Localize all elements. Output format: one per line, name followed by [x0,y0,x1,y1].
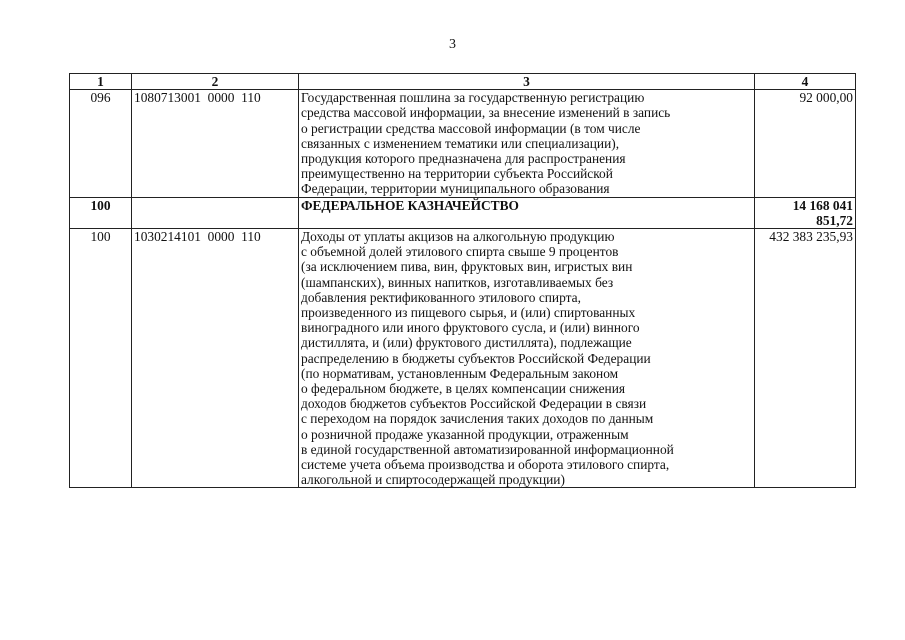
header-col-2: 2 [132,74,299,90]
description-line: с переходом на порядок зачисления таких доходов по данным [301,411,654,427]
income-code-cell: 1030214101 0000 110 [132,229,299,488]
description-line: распределению в бюджеты субъектов Российской Федерации [301,350,651,366]
description-cell [299,197,755,228]
table-header-row [70,74,856,90]
description-cell [299,90,755,197]
header-col-4: 4 [755,74,856,90]
description-line: алкогольной и спиртосодержащей продукции) [301,472,565,488]
amount-cell: 432 383 235,93 [755,229,856,488]
table-row [70,229,856,488]
description-cell [299,229,755,488]
description-line: Федерации, территории муниципального образования [301,181,610,197]
description-line: системе учета объема производства и оборота этилового спирта, [301,457,670,473]
description-line: с объемной долей этилового спирта свыше 9 процентов [301,244,619,260]
description-line: ФЕДЕРАЛЬНОЕ КАЗНАЧЕЙСТВО [301,197,519,213]
description-line: доходов бюджетов субъектов Российской Федерации в связи [301,396,647,412]
description-line: преимущественно на территории субъекта Российской [301,166,613,182]
income-code-cell: 1080713001 0000 110 [132,90,299,197]
description-line: (шампанских), винных напитков, изготавливаемых без [301,274,614,290]
description-line: о регистрации средства массовой информации (в том числе [301,120,641,136]
description-line: виноградного или иного фруктового сусла, и (или) винного [301,320,640,336]
description-line: добавления ректификованного этилового спирта, [301,289,581,305]
description-line: продукция которого предназначена для распространения [301,151,626,167]
table-row-department [70,197,856,228]
description-line: (за исключением пива, вин, фруктовых вин, игристых вин [301,259,633,275]
budget-table [69,73,856,488]
amount-cell: 92 000,00 [755,90,856,197]
description-line: в единой государственной автоматизированной информационной [301,441,674,457]
admin-code-cell: 096 [70,90,132,197]
description-line: о розничной продаже указанной продукции, отраженным [301,426,629,442]
description-line: произведенного из пищевого сырья, и (или) спиртованных [301,305,636,321]
income-code-cell [132,197,299,228]
table-row [70,90,856,197]
description-line: (по нормативам, установленным Федеральным законом [301,365,619,381]
description-line: дистиллята, и (или) фруктового дистиллята), подлежащие [301,335,632,351]
header-col-3: 3 [299,74,755,90]
description-line: о федеральном бюджете, в целях компенсации снижения [301,381,626,397]
description-line: средства массовой информации, за внесение изменений в запись [301,105,671,121]
admin-code-cell: 100 [70,197,132,228]
description-line: Доходы от уплаты акцизов на алкогольную продукцию [301,229,615,245]
description-line: Государственная пошлина за государственную регистрацию [301,90,645,106]
header-col-1: 1 [70,74,132,90]
admin-code-cell: 100 [70,229,132,488]
amount-cell: 14 168 041 851,72 [755,197,856,228]
description-line: связанных с изменением тематики или специализации), [301,135,620,151]
page-number: 3 [449,37,456,52]
